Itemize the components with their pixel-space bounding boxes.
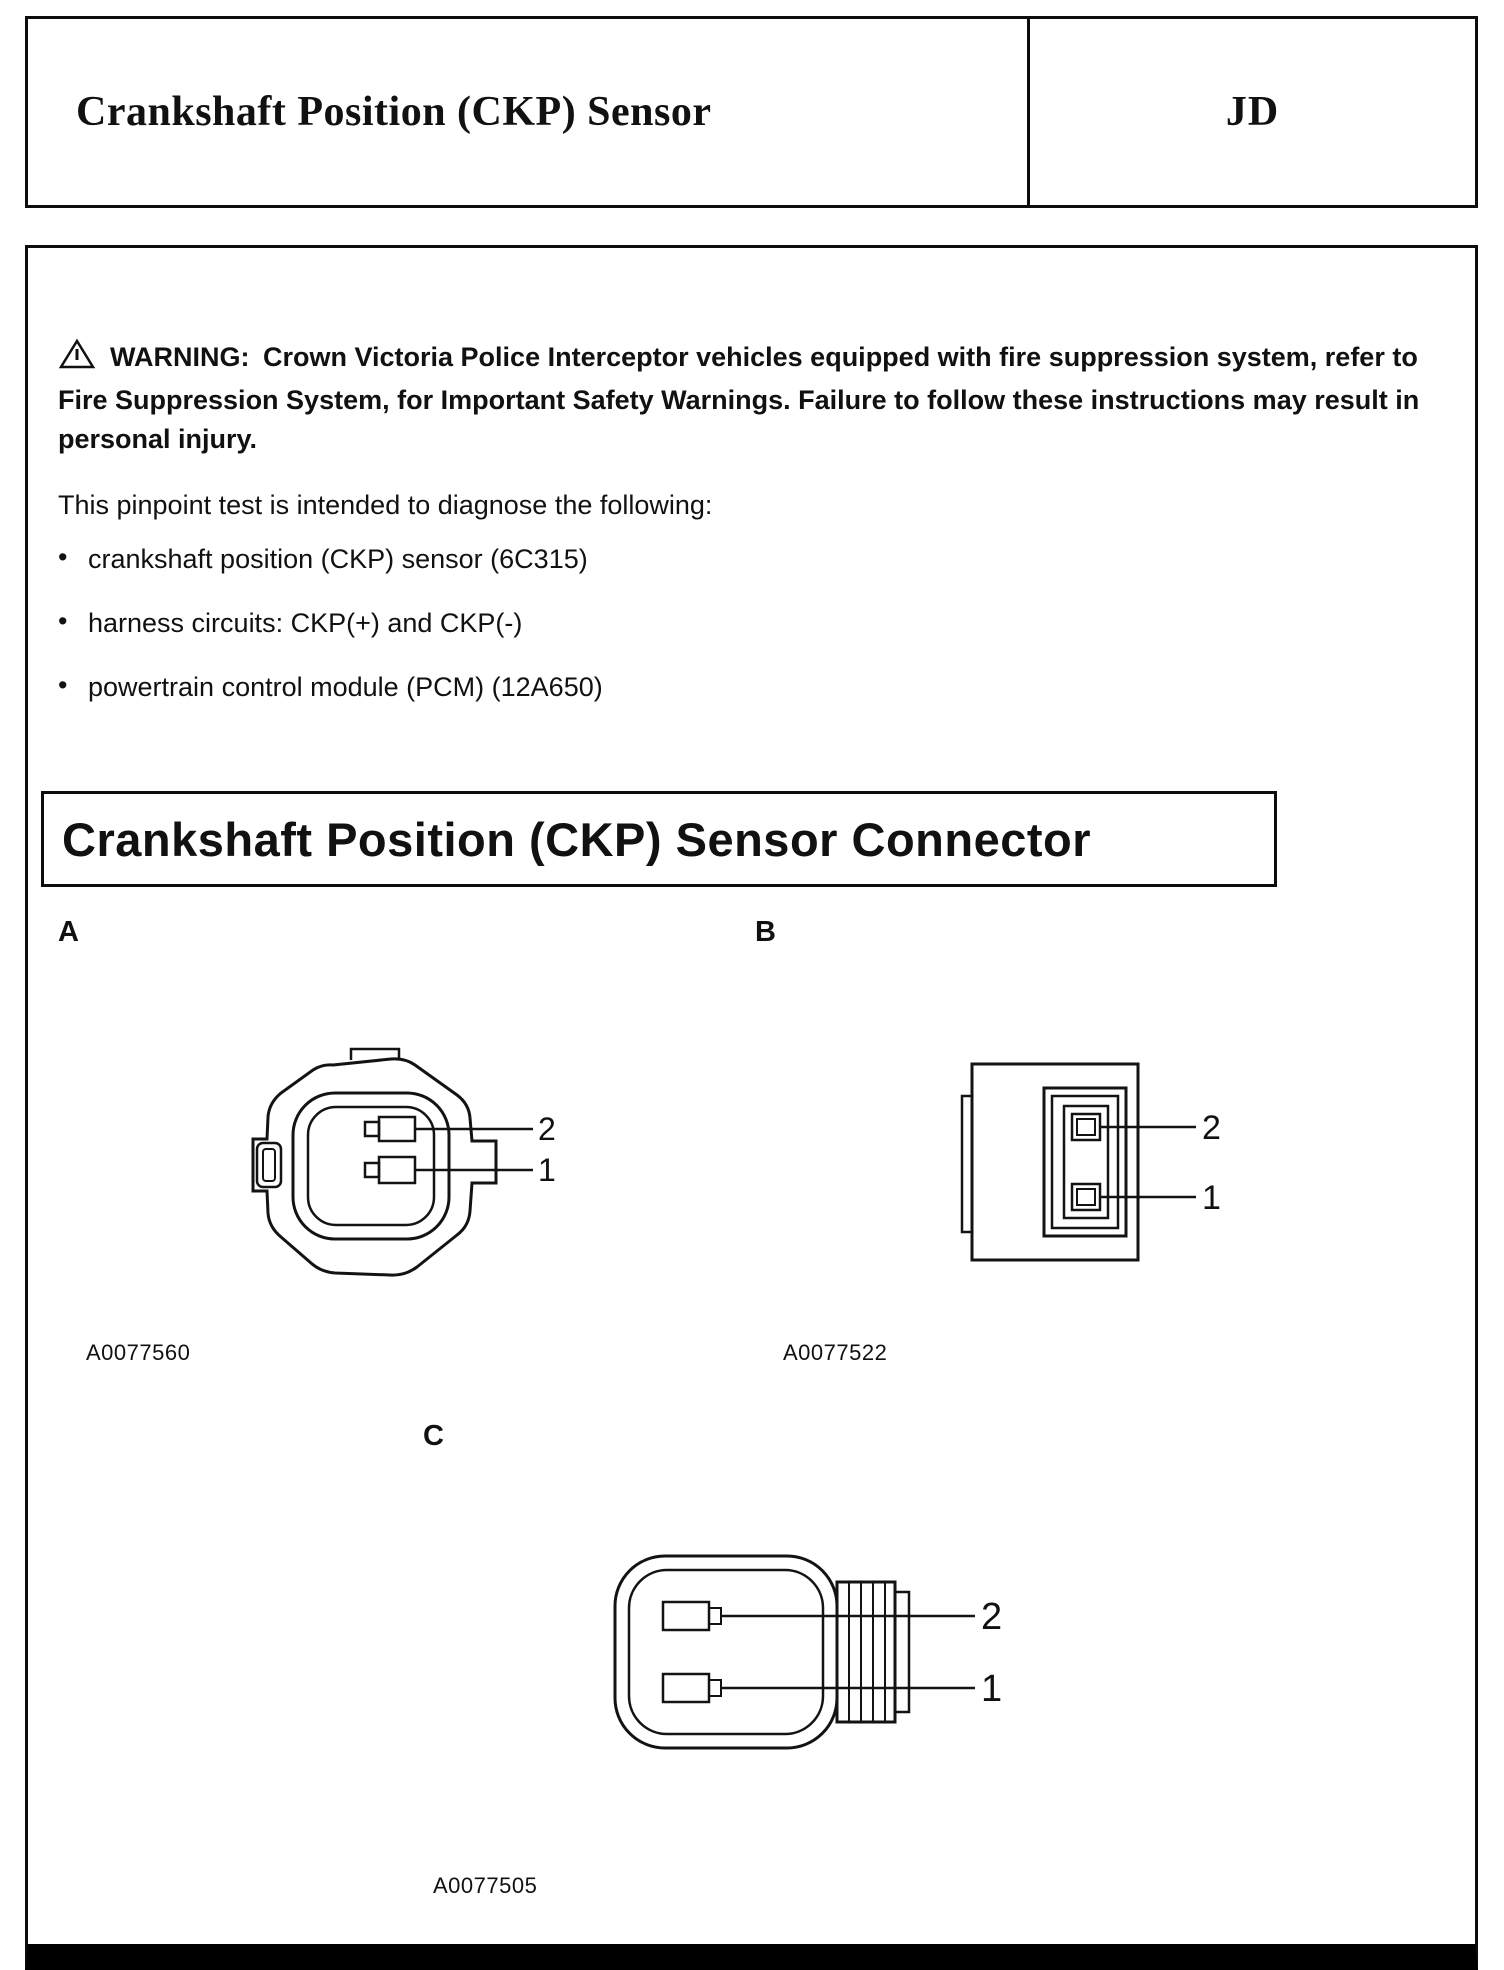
connector-b-outline [962, 1064, 1138, 1260]
warning-paragraph [58, 338, 1458, 459]
figure-c-label: C [423, 1420, 444, 1452]
pin-label: 2 [538, 1111, 556, 1147]
bullet-item [58, 608, 603, 639]
figure-c-caption: A0077505 [433, 1873, 538, 1898]
connector-a-callout-lines [415, 1129, 533, 1170]
figure-a-connector-diagram [233, 1043, 563, 1303]
pin-label: 1 [981, 1668, 1003, 1710]
pin-label: 1 [538, 1152, 556, 1188]
figure-b-connector-diagram [958, 1056, 1248, 1276]
bullet-item [58, 672, 603, 703]
intro-text: This pinpoint test is intended to diagnose the following: [58, 490, 713, 520]
connector-b-pins [1072, 1114, 1100, 1210]
warning-triangle-icon [58, 338, 96, 381]
pin-label: 1 [1202, 1179, 1221, 1217]
section-title: Crankshaft Position (CKP) Sensor Connector [62, 812, 1091, 866]
figure-a-label: A [58, 916, 79, 948]
figure-b-label: B [755, 916, 776, 948]
warning-body: Crown Victoria Police Interceptor vehicles equipped with fire suppression system, refer to Fire Suppression System, for Important Safety Warnings. Failure to follow these instructions may result in personal injury. [58, 342, 1420, 455]
bullet-item [58, 544, 603, 575]
bullet-text: crankshaft position (CKP) sensor (6C315) [88, 544, 588, 574]
header [25, 16, 1478, 208]
connector-b-callout-lines [1100, 1127, 1196, 1197]
page-title: Crankshaft Position (CKP) Sensor [76, 89, 712, 135]
bullet-text: harness circuits: CKP(+) and CKP(-) [88, 608, 523, 638]
pin-label: 2 [1202, 1109, 1221, 1147]
bullet-text: powertrain control module (PCM) (12A650) [88, 672, 603, 702]
figure-b-caption: A0077522 [783, 1340, 888, 1365]
section-heading-box [41, 791, 1277, 887]
header-title-cell [28, 19, 1027, 205]
connector-c-outline [615, 1556, 909, 1748]
connector-a-pins [365, 1117, 415, 1183]
warning-label: WARNING: [110, 342, 250, 372]
figure-a-caption: A0077560 [86, 1340, 191, 1365]
pin-label: 2 [981, 1596, 1003, 1638]
connector-c-pins [663, 1602, 721, 1702]
header-code-cell [1027, 19, 1475, 205]
figure-c-connector-diagram [603, 1546, 1023, 1766]
diagnosis-bullet-list [58, 544, 603, 736]
section-code: JD [1225, 89, 1280, 135]
content-box [25, 245, 1478, 1970]
